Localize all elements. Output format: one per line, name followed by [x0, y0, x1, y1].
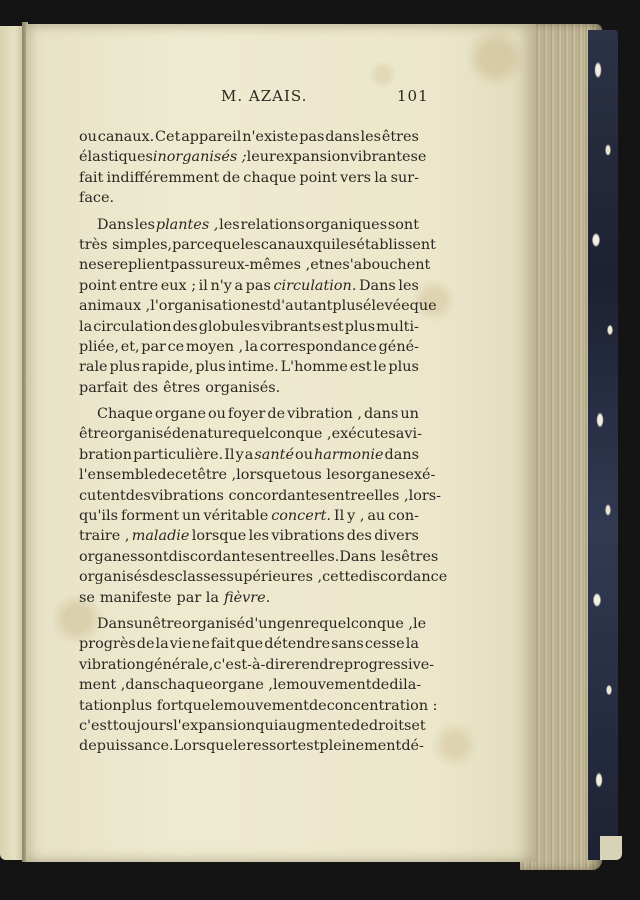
word: foyer — [227, 406, 266, 423]
running-head — [26, 87, 536, 107]
word: de — [171, 426, 190, 443]
word: elles , — [365, 487, 409, 504]
word: Dans les — [339, 548, 402, 565]
word: très simples, — [79, 236, 173, 253]
word: correspondance — [259, 338, 377, 355]
word: circulation — [93, 318, 172, 335]
word: moyen , — [185, 338, 244, 355]
word: vibrations concordantes — [150, 487, 327, 504]
word: forment — [120, 508, 180, 525]
word: de — [79, 738, 97, 755]
word: êtres — [381, 129, 419, 145]
word: un — [400, 406, 419, 423]
word: des — [125, 487, 151, 504]
word: l'organisation — [150, 298, 251, 315]
word: vibrations — [271, 528, 345, 545]
word: de — [371, 677, 390, 694]
word: mouvement — [223, 697, 309, 714]
word: plus — [195, 359, 226, 376]
word: Il — [224, 446, 235, 463]
word: que — [409, 298, 437, 315]
word: cutent — [79, 487, 126, 504]
word: géné- — [378, 338, 419, 355]
word: le — [413, 615, 427, 632]
word: et — [411, 717, 426, 734]
word: plus — [109, 359, 140, 376]
word: le — [210, 697, 224, 714]
word: con- — [388, 508, 419, 525]
word: a — [234, 277, 244, 294]
word: au — [367, 508, 386, 525]
text-line — [79, 675, 422, 695]
word: traire , — [79, 528, 130, 545]
word: qu'ils — [79, 508, 119, 525]
word: un — [133, 615, 153, 632]
text-line — [79, 696, 438, 716]
word: véritable — [203, 508, 269, 525]
word: lorsque — [191, 528, 247, 545]
word: d'un — [245, 615, 277, 632]
word: dans — [363, 406, 399, 423]
word: s'abouchent — [342, 257, 431, 274]
word: manifeste — [99, 589, 172, 606]
italic-word: plantes , — [155, 216, 219, 233]
word: parce — [172, 236, 214, 253]
word: supérieures , — [226, 569, 323, 586]
word: animaux , — [79, 298, 151, 315]
word: l'ensemble — [79, 467, 158, 484]
word: organes — [79, 548, 138, 565]
word: organisé — [182, 615, 246, 632]
word: vibration , — [287, 406, 362, 423]
word: de — [351, 717, 369, 734]
word: multi- — [376, 318, 419, 335]
word: et, — [120, 338, 140, 355]
word: élevée — [362, 298, 410, 315]
word: de — [267, 406, 286, 423]
word: les — [219, 216, 240, 233]
word: ou — [207, 406, 226, 423]
word: cette — [322, 569, 359, 586]
word: globules — [198, 318, 261, 335]
word: concentration : — [326, 697, 438, 714]
word: tation — [79, 697, 122, 714]
word: par — [141, 338, 166, 355]
word: Lorsque — [173, 738, 234, 755]
word: les — [398, 277, 419, 294]
word: dans — [325, 129, 360, 145]
word: point — [299, 169, 337, 186]
word: intime. — [227, 359, 279, 376]
text-line — [79, 255, 431, 275]
word: un — [181, 508, 201, 525]
word: face. — [79, 190, 115, 207]
word: genre — [276, 615, 320, 632]
word: appareil — [181, 129, 242, 145]
word: ne — [324, 257, 343, 274]
word: leur — [246, 149, 276, 166]
word: le — [273, 677, 287, 694]
word: se — [410, 149, 427, 166]
word: organisés. — [205, 379, 281, 396]
word: replient — [112, 257, 171, 274]
word: quelconque , — [237, 426, 332, 443]
word: de — [222, 169, 241, 186]
word: progrès — [79, 636, 136, 653]
word: sa — [388, 426, 405, 443]
word: mouvement — [286, 677, 372, 694]
word: Il — [333, 508, 345, 525]
word: exé- — [405, 467, 436, 484]
word: discordantes — [168, 548, 263, 565]
word: être — [79, 426, 109, 443]
text-line — [79, 736, 424, 756]
italic-word: santé — [254, 446, 294, 463]
word: toujours — [112, 717, 174, 734]
text-line — [79, 168, 419, 188]
word: ce — [167, 338, 185, 355]
word: établissent — [356, 236, 436, 253]
word: et — [310, 257, 325, 274]
word: sans — [331, 636, 364, 653]
body-text — [79, 127, 448, 757]
word: c'est-à-dire — [213, 656, 295, 673]
text-line — [79, 276, 419, 296]
word: plus — [344, 318, 376, 335]
cover-corner — [600, 836, 622, 860]
word: être — [152, 615, 183, 632]
word: vibration — [79, 656, 145, 673]
word: droits — [368, 717, 412, 734]
word: des — [172, 318, 198, 335]
word: expansion — [275, 149, 350, 166]
word: dans — [384, 446, 419, 463]
word: organe , — [212, 677, 274, 694]
facing-page-edge — [0, 26, 24, 860]
word: divers — [374, 528, 419, 545]
word: organes — [346, 467, 406, 484]
word: plus — [388, 359, 419, 376]
word: que — [183, 697, 211, 714]
word: qui — [255, 717, 279, 734]
text-line — [79, 614, 427, 634]
word: ou — [79, 129, 97, 145]
word: les — [240, 236, 261, 253]
word: ou — [295, 446, 313, 463]
word: êtres — [163, 379, 201, 396]
word: chaque — [159, 677, 213, 694]
word: de — [308, 697, 327, 714]
word: est — [297, 738, 320, 755]
italic-word: fièvre. — [223, 589, 271, 606]
italic-word: harmonie — [314, 446, 384, 463]
word: n'existe — [242, 129, 299, 145]
word: point — [79, 277, 117, 294]
text-line — [79, 465, 436, 485]
word: vi- — [404, 426, 422, 443]
word: vers — [340, 169, 372, 186]
word: y — [235, 446, 244, 463]
word: se — [96, 257, 113, 274]
text-line — [79, 445, 419, 465]
word: puissance. — [96, 738, 174, 755]
word: pliée, — [79, 338, 120, 355]
word: par la — [176, 589, 219, 606]
word: vie — [169, 636, 192, 653]
word: vibrants — [261, 318, 321, 335]
word: pas — [170, 257, 196, 274]
word: augmente — [278, 717, 352, 734]
word: Dans — [97, 615, 134, 632]
word: des — [149, 569, 175, 586]
word: discordance — [358, 569, 448, 586]
word: se — [79, 589, 95, 606]
word: rendre — [294, 656, 344, 673]
word: Dans — [97, 216, 134, 233]
word: d'autant — [271, 298, 333, 315]
word: est — [322, 318, 344, 335]
word: fait — [79, 169, 104, 186]
word: nature — [189, 426, 238, 443]
text-line — [79, 378, 419, 398]
word: sont — [387, 216, 419, 233]
text-line — [79, 235, 436, 255]
word: n'y — [210, 277, 232, 294]
book-page — [26, 24, 536, 862]
word: est — [349, 359, 372, 376]
word: quelconque , — [319, 615, 414, 632]
word: chaque — [243, 169, 297, 186]
text-line — [79, 526, 419, 546]
word: bration — [79, 446, 132, 463]
word: particulière. — [133, 446, 224, 463]
word: fait — [210, 636, 236, 653]
word: détendre — [264, 636, 331, 653]
word: la — [244, 338, 259, 355]
word: il — [198, 277, 208, 294]
word: parfait — [79, 379, 128, 396]
text-line — [79, 506, 419, 526]
running-head-author: M. AZAIS. — [221, 87, 308, 105]
word: dans — [125, 677, 160, 694]
text-line — [79, 716, 426, 736]
word: entre — [262, 548, 302, 565]
word: est — [250, 298, 272, 315]
word: sont — [137, 548, 169, 565]
word: pas — [299, 129, 325, 145]
word: Cet — [155, 129, 181, 145]
word: organisé — [108, 426, 172, 443]
italic-word: maladie — [131, 528, 190, 545]
word: la — [405, 636, 419, 653]
word: être , — [197, 467, 237, 484]
word: rale — [79, 359, 108, 376]
text-line — [79, 424, 422, 444]
word: ne — [192, 636, 210, 653]
word: êtres — [401, 548, 439, 565]
word: dé- — [401, 738, 424, 755]
word: indifféremment — [106, 169, 220, 186]
word: plus fort — [121, 697, 184, 714]
word: l'expansion — [173, 717, 256, 734]
word: eux-mêmes , — [218, 257, 311, 274]
word: progressive- — [343, 656, 435, 673]
word: relations — [240, 216, 305, 233]
text-line — [79, 567, 448, 587]
word: la — [374, 169, 388, 186]
text-line — [79, 337, 419, 357]
word: sur- — [390, 169, 419, 186]
page-number: 101 — [397, 87, 429, 105]
italic-word: concert. — [271, 508, 331, 525]
word: classes — [174, 569, 227, 586]
word: les — [134, 216, 156, 233]
word: des — [346, 528, 372, 545]
text-line — [79, 317, 419, 337]
word: des — [132, 379, 159, 396]
word: pleinement — [319, 738, 402, 755]
word: ressort — [246, 738, 298, 755]
italic-word: circulation. — [273, 277, 357, 294]
word: que — [213, 236, 241, 253]
word: Dans — [359, 277, 396, 294]
word: les — [360, 129, 381, 145]
word: canaux — [260, 236, 313, 253]
word: pas — [245, 277, 271, 294]
word: entre — [326, 487, 366, 504]
word: organisés — [79, 569, 150, 586]
word: c'est — [79, 717, 113, 734]
word: L'homme — [280, 359, 348, 376]
word: exécute — [331, 426, 389, 443]
word: les — [248, 528, 270, 545]
text-line — [79, 655, 435, 675]
text-line — [79, 127, 419, 147]
word: Chaque — [97, 406, 153, 423]
word: de — [136, 636, 155, 653]
word: le — [373, 359, 387, 376]
marbled-cover — [588, 30, 618, 860]
word: entre — [119, 277, 159, 294]
italic-word: inorganisés ; — [152, 149, 247, 166]
text-line — [79, 357, 419, 377]
word: cesse — [364, 636, 405, 653]
text-line — [79, 588, 419, 608]
word: dila- — [389, 677, 422, 694]
word: que — [236, 636, 264, 653]
word: vibrante — [349, 149, 411, 166]
word: canaux. — [97, 129, 155, 145]
word: cet — [174, 467, 198, 484]
text-line — [79, 634, 419, 654]
word: tous les — [290, 467, 347, 484]
word: qui — [312, 236, 336, 253]
word: rapide, — [141, 359, 194, 376]
word: plus — [332, 298, 363, 315]
word: ne — [79, 257, 97, 274]
word: lorsque — [236, 467, 291, 484]
word: ment , — [79, 677, 126, 694]
word: elles. — [301, 548, 340, 565]
text-line — [79, 215, 419, 235]
word: sur — [195, 257, 219, 274]
word: la — [155, 636, 169, 653]
word: générale, — [144, 656, 214, 673]
text-line — [79, 486, 441, 506]
text-line — [79, 547, 439, 567]
word: de — [157, 467, 175, 484]
word: élastiques — [79, 149, 153, 166]
word: les — [335, 236, 357, 253]
word: organe — [154, 406, 206, 423]
word: organiques — [305, 216, 388, 233]
word: eux ; — [160, 277, 197, 294]
word: le — [233, 738, 247, 755]
text-line — [79, 296, 437, 316]
text-line — [79, 188, 419, 208]
word: lors- — [408, 487, 441, 504]
text-line — [79, 147, 427, 167]
text-line — [79, 404, 419, 424]
word: y , — [347, 508, 365, 525]
word: la — [79, 318, 93, 335]
word: a — [244, 446, 254, 463]
